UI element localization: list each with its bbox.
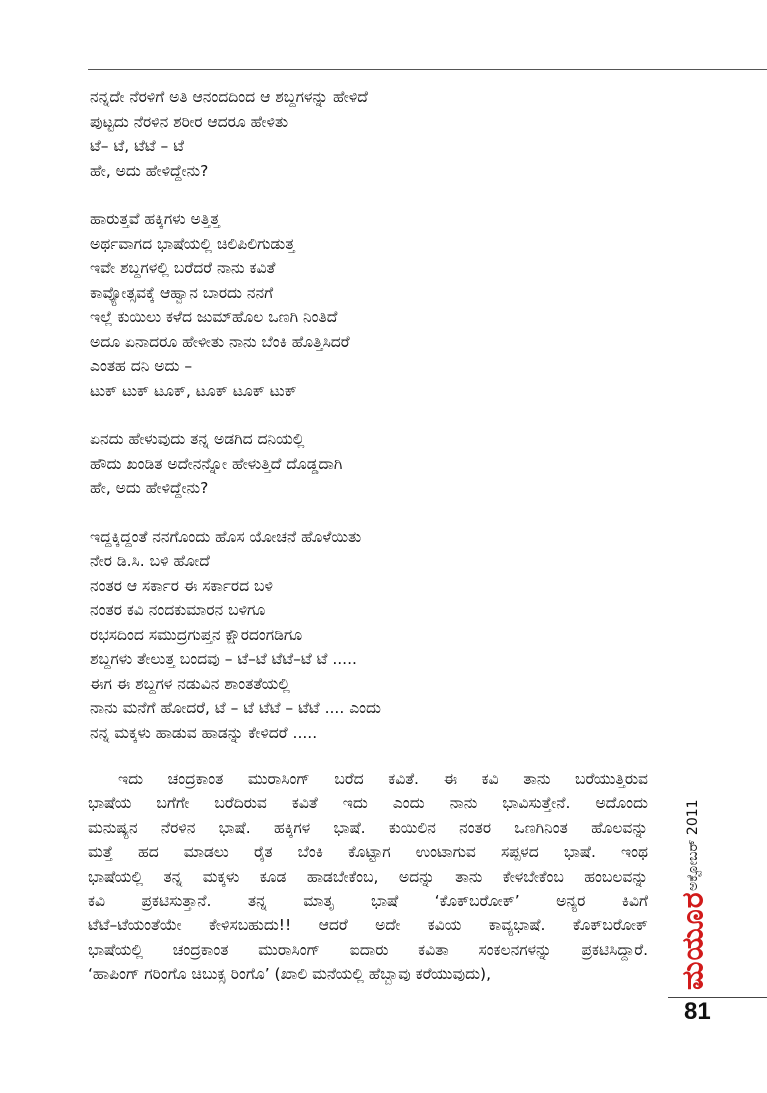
poem-line: ಕಾವ್ಯೋತ್ಸವಕ್ಕೆ ಆಹ್ವಾನ ಬಾರದು ನನಗೆ: [90, 283, 274, 302]
poem-line: ನೇರ ಡಿ.ಸಿ. ಬಳಿ ಹೋದೆ: [90, 552, 210, 570]
poem-line: ಟೆ– ಟೆ, ಟೆಟೆ – ಟೆ: [90, 137, 184, 155]
paragraph-line: ಇದು ಚಂದ್ರಕಾಂತ ಮುರಾಸಿಂಗ್ ಬರೆದ ಕವಿತೆ. ಈ ಕವಿ ತಾನು ಬರೆಯುತ್ತಿರುವ: [118, 770, 648, 788]
article-text: [88, 767, 648, 987]
poem-line: ಹಾರುತ್ತವೆ ಹಕ್ಕಿಗಳು ಅತ್ತಿತ್ತ: [90, 210, 220, 228]
paragraph-line: ಕವಿ ಪ್ರಕಟಿಸುತ್ತಾನೆ. ತನ್ನ ಮಾತೃ ಭಾಷೆ ‘ಕೊಕ್‌ಬರೋಕ್’ ಅನ್ಯರ ಕಿವಿಗೆ: [88, 891, 648, 910]
poem-line: ಈಗ ಈ ಶಬ್ದಗಳ ನಡುವಿನ ಶಾಂತತೆಯಲ್ಲಿ: [90, 674, 290, 693]
stanza-gap: [90, 501, 650, 525]
paragraph-line: ಟೆಟೆ–ಟೆಯಂತೆಯೇ ಕೇಳಿಸಬಹುದು!! ಆದರೆ ಅದೇ ಕವಿಯ ಕಾವ್ಯಭಾಷೆ. ಕೊಕ್‌ಬರೋಕ್: [88, 916, 648, 935]
poem-line: ಇವೇ ಶಬ್ದಗಳಲ್ಲಿ ಬರೆದರೆ ನಾನು ಕವಿತೆ: [90, 259, 276, 277]
poem-line: ಅರ್ಥವಾಗದ ಭಾಷೆಯಲ್ಲಿ ಚಿಲಿಪಿಲಿಗುಡುತ್ತ: [90, 234, 295, 253]
poem-line: ಪುಟ್ಟದು ನೆರಳಿನ ಶರೀರ ಆದರೂ ಹೇಳಿತು: [90, 112, 289, 131]
poem-line: ಟುಕ್ ಟುಕ್ ಟೂಕ್, ಟೂಕ್ ಟೂಕ್ ಟುಕ್: [90, 381, 297, 400]
poem-line: ಹೇ, ಅದು ಹೇಳಿದ್ದೇನು?: [90, 479, 209, 497]
paragraph-line: ಭಾಷೆಯಲ್ಲಿ ತನ್ನ ಮಕ್ಕಳು ಕೂಡ ಹಾಡಬೇಕೆಂಬ, ಅದನ್ನು ತಾನು ಕೇಳಬೇಕೆಂಬ ಹಂಬಲವನ್ನು: [88, 867, 648, 886]
poem-line: ನಂತರ ಕವಿ ನಂದಕುಮಾರನ ಬಳಿಗೂ: [90, 601, 266, 619]
magazine-sidebar: [668, 770, 718, 990]
page-number: 81: [684, 998, 711, 1025]
paragraph-line: ಭಾಷೆಯಲ್ಲಿ ಚಂದ್ರಕಾಂತ ಮುರಾಸಿಂಗ್ ಐದಾರು ಕವಿತಾ ಸಂಕಲನಗಳನ್ನು ಪ್ರಕಟಿಸಿದ್ದಾರೆ.: [88, 940, 648, 959]
poem-line: ನಂತರ ಆ ಸರ್ಕಾರ ಈ ಸರ್ಕಾರದ ಬಳಿ: [90, 576, 273, 595]
stanza-gap: [90, 183, 650, 207]
paragraph-line: ಮನುಷ್ಯನ ನೆರಳಿನ ಭಾಷೆ. ಹಕ್ಕಿಗಳ ಭಾಷೆ. ಕುಯಿಲಿನ ನಂತರ ಒಣಗಿನಿಂತ ಹೊಲವನ್ನು: [88, 818, 648, 837]
poem-line: ನಾನು ಮನೆಗೆ ಹೋದರೆ, ಟೆ – ಟೆ ಟೆಟೆ – ಟೆಟೆ .... ಎಂದು: [90, 699, 381, 717]
magazine-title: ಮಯೂರ: [675, 891, 711, 990]
paragraph-line: ಭಾಷೆಯ ಬಗೆಗೇ ಬರೆದಿರುವ ಕವಿತೆ ಇದು ಎಂದು ನಾನು ಭಾವಿಸುತ್ತೇನೆ. ಅದೊಂದು: [88, 794, 648, 813]
poem-line: ಏನದು ಹೇಳುವುದು ತನ್ನ ಅಡಗಿದ ದನಿಯಲ್ಲಿ: [90, 430, 305, 448]
poem-line: ಇದ್ದಕ್ಕಿದ್ದಂತೆ ನನಗೊಂದು ಹೊಸ ಯೋಚನೆ ಹೊಳೆಯಿತು: [90, 527, 362, 546]
paragraph-line: ‘ಹಾಪಿಂಗ್ ಗರಿಂಗೊ ಚಿಬುಕ್ಸ ರಿಂಗೊ’ (ಖಾಲಿ ಮನೆಯಲ್ಲಿ ಹೆಬ್ಬಾವು ಕರೆಯುವುದು),: [88, 965, 492, 984]
poem-line: ರಭಸದಿಂದ ಸಮುದ್ರಗುಪ್ತನ ಕ್ಷೌರದಂಗಡಿಗೂ: [90, 625, 303, 644]
poem-line: ಹೇ, ಅದು ಹೇಳಿದ್ದೇನು?: [90, 161, 209, 180]
page-number-rule: [668, 997, 767, 998]
poem-line: ಶಬ್ದಗಳು ತೇಲುತ್ತ ಬಂದವು – ಟೆ–ಟೆ ಟೆಟೆ–ಟೆ ಟೆ .....: [90, 650, 357, 668]
poem-line: ಎಂತಹ ದನಿ ಅದು –: [90, 357, 193, 375]
top-rule: [88, 69, 767, 70]
poem: [90, 85, 650, 745]
poem-line: ಹೌದು ಖಂಡಿತ ಅದೇನನ್ನೋ ಹೇಳುತ್ತಿದೆ ದೊಡ್ಡದಾಗಿ: [90, 454, 343, 473]
poem-line: ಇಲ್ಲೆ ಕುಯಿಲು ಕಳೆದ ಜುಮ್‌ಹೊಲ ಒಣಗಿ ನಿಂತಿದೆ: [90, 308, 338, 326]
poem-line: ನನ್ನ ಮಕ್ಕಳು ಹಾಡುವ ಹಾಡನ್ನು ಕೇಳಿದರೆ .....: [90, 723, 318, 742]
poem-line: ಅದೂ ಏನಾದರೂ ಹೇಳೀತು ನಾನು ಬೆಂಕಿ ಹೊತ್ತಿಸಿದರೆ: [90, 332, 350, 351]
stanza-gap: [90, 403, 650, 427]
issue-date: ಅಕ್ಟೋಬರ್ 2011: [685, 799, 701, 892]
poem-line: ನನ್ನದೇ ನೆರಳಿಗೆ ಅತಿ ಆನಂದದಿಂದ ಆ ಶಬ್ದಗಳನ್ನು ಹೇಳಿದೆ: [90, 88, 368, 106]
paragraph-line: ಮತ್ತೆ ಹದ ಮಾಡಲು ರೈತ ಬೆಂಕಿ ಕೊಟ್ಟಾಗ ಉಂಟಾಗುವ ಸಪ್ಪಳದ ಭಾಷೆ. ಇಂಥ: [88, 843, 648, 862]
